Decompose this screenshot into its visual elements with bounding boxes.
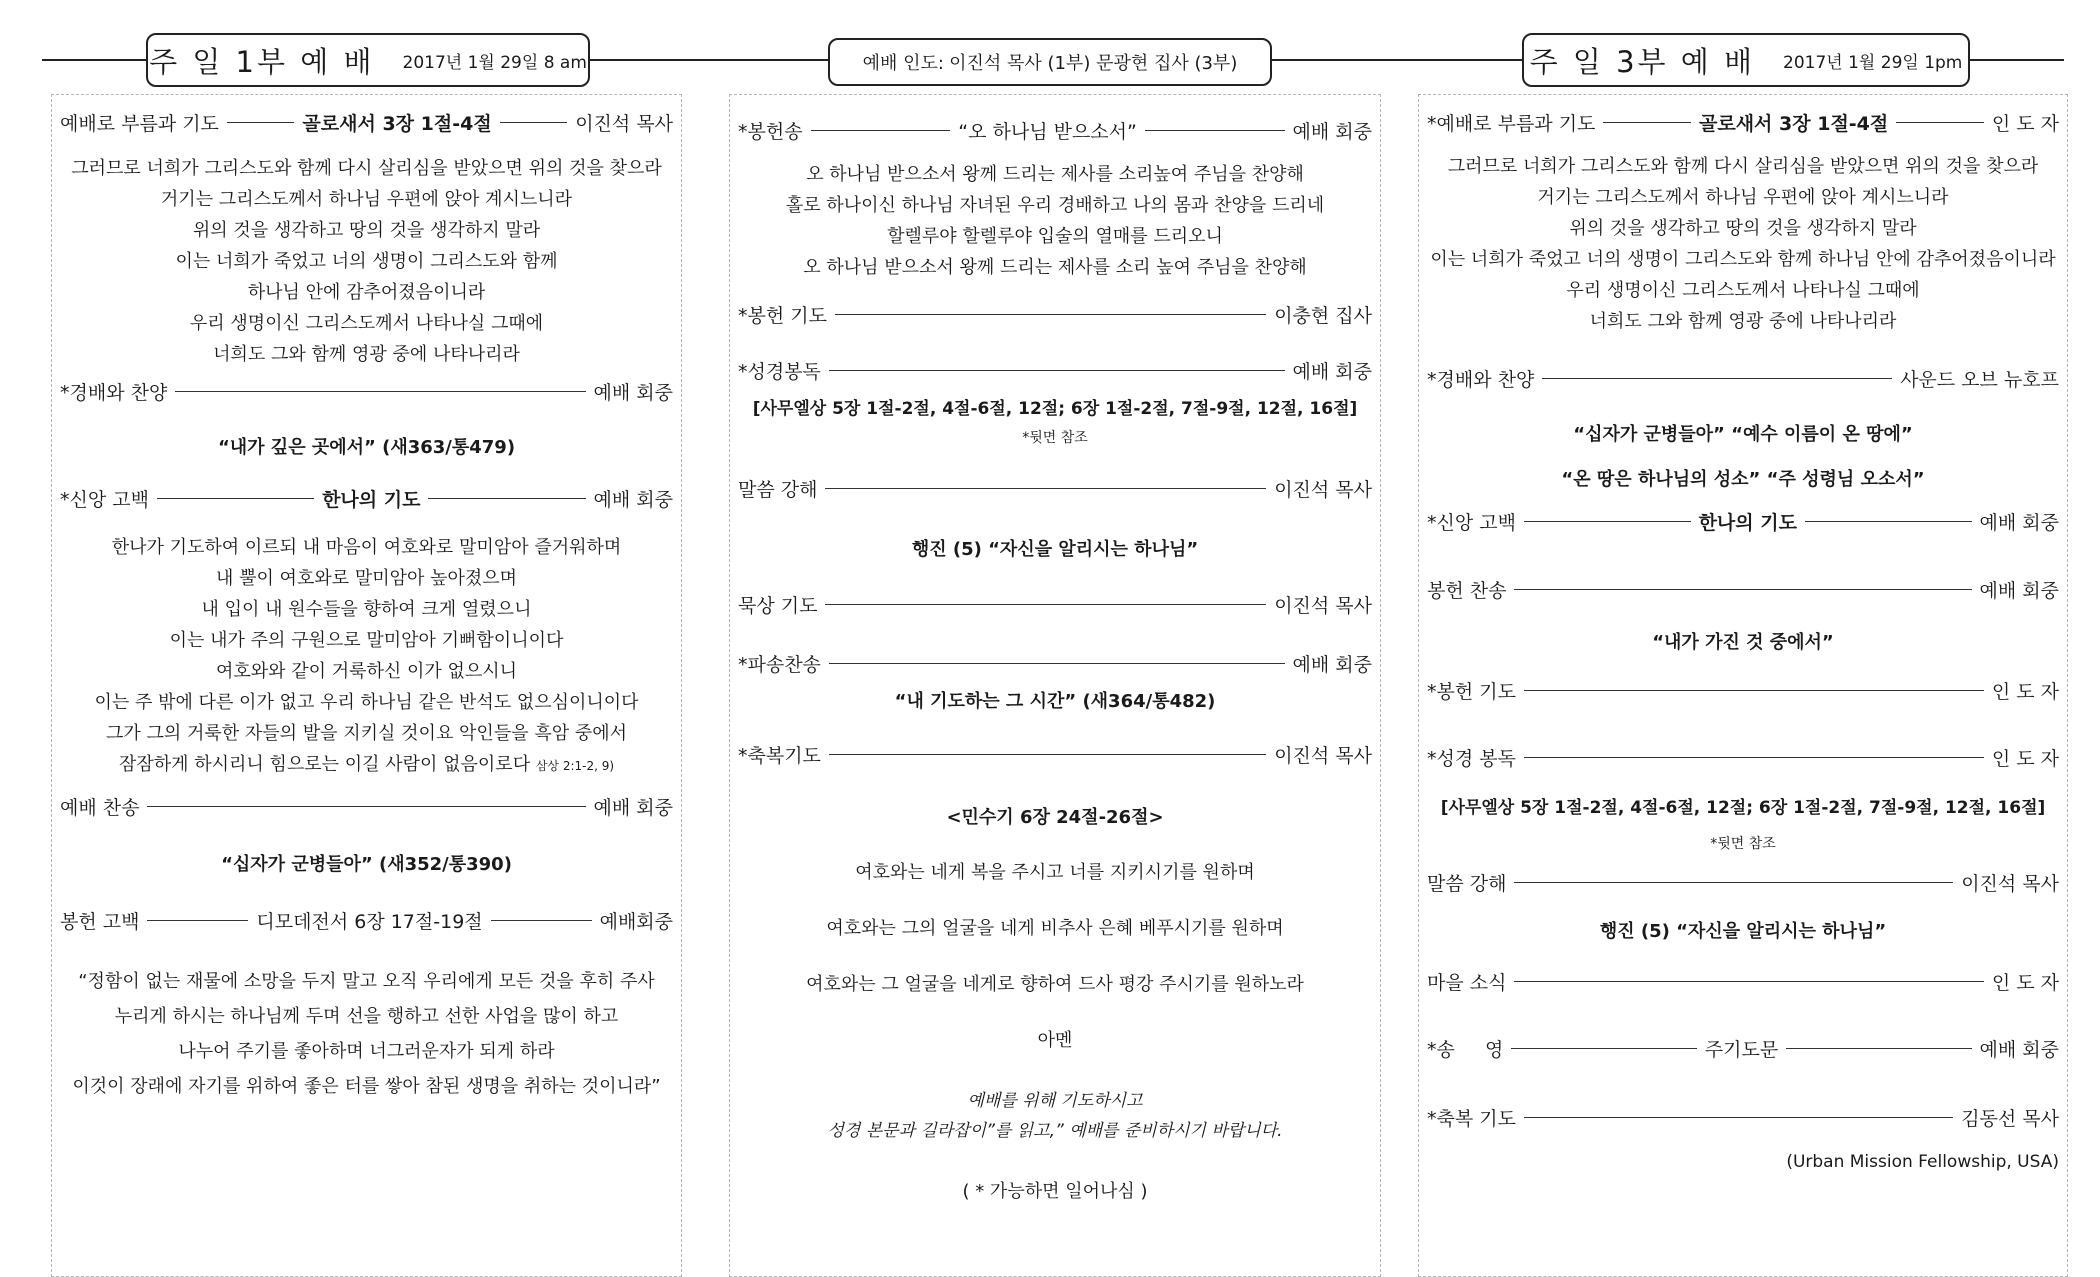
- item-leader: 이충현 집사: [1274, 305, 1372, 327]
- leader-line: [1524, 690, 1984, 691]
- item-label: 말씀 강해: [1427, 873, 1507, 895]
- reading-references: [사무엘상 5장 1절-2절, 4절-6절, 12절; 6장 1절-2절, 7절-9절, 12절, 16절]: [1440, 798, 2046, 818]
- leader-line: [147, 920, 248, 921]
- hymn-title: “십자가 군병들아” (새352/통390): [221, 854, 512, 875]
- verse-line: “정함이 없는 재물에 소망을 두지 말고 오직 우리에게 모든 것을 후히 주사: [78, 971, 655, 992]
- leader-line: [1145, 130, 1285, 131]
- call-to-worship-text: [1419, 151, 2067, 337]
- item-label: *경배와 찬양: [60, 382, 168, 404]
- item-label: *봉헌 기도: [738, 305, 827, 327]
- item-label: 봉헌 찬송: [1427, 580, 1507, 602]
- blessing-line: 여호와는 네게 복을 주시고 너를 지키시기를 원하며: [855, 862, 1255, 883]
- offer-hymn-row: [1419, 576, 2067, 603]
- verse-line: [52, 749, 681, 782]
- closing-note: [730, 1086, 1380, 1146]
- item-label: *신앙 고백: [1427, 512, 1516, 534]
- item-leader: 예배 회중: [593, 489, 674, 511]
- verse-line: 이것이 장래에 자기를 위하여 좋은 터를 쌓아 참된 생명을 취하는 것이니라”: [72, 1076, 661, 1097]
- column-service-1: [51, 94, 682, 1277]
- item-label: *축복 기도: [1427, 1108, 1516, 1130]
- item-leader: 이진석 목사: [1961, 873, 2059, 895]
- item-label: *봉헌송: [738, 121, 803, 143]
- call-to-worship-row: [52, 109, 681, 136]
- item-label: *경배와 찬양: [1427, 369, 1535, 391]
- leader-line: [1805, 521, 1972, 522]
- item-passage: 골로새서 3장 1절-4절: [1699, 113, 1889, 135]
- verse-line: 그러므로 너희가 그리스도와 함께 다시 살리심을 받았으면 위의 것을 찾으라: [1447, 156, 2039, 177]
- closing-line: 성경 본문과 길라잡이”를 읽고,” 예배를 준비하시기 바랍니다.: [827, 1121, 1283, 1141]
- leader-line: [1786, 1048, 1971, 1049]
- header-service-1: [146, 33, 590, 87]
- item-leader: 이진석 목사: [575, 113, 673, 135]
- blessing-line: 여호와는 그 얼굴을 네게로 향하여 드사 평강 주시기를 원하노라: [806, 974, 1304, 995]
- verse-line: 하나님 안에 감추어졌음이니라: [247, 282, 486, 303]
- sermon-row: [1419, 869, 2067, 896]
- leader-line: [227, 122, 295, 123]
- verse-line: 우리 생명이신 그리스도께서 나타나실 그때에: [1566, 280, 1920, 301]
- leader-line: [491, 920, 592, 921]
- lyric-line: 오 하나님 받으소서 왕께 드리는 제사를 소리 높여 주님을 찬양해: [803, 257, 1307, 278]
- verse-line: 이는 너희가 죽었고 너의 생명이 그리스도와 함께 하나님 안에 감추어졌음이니라: [1430, 249, 2056, 270]
- item-label: 예배 찬송: [60, 797, 140, 819]
- leader-line: [428, 498, 585, 499]
- doxology-row: [1419, 1035, 2067, 1062]
- item-leader: 인 도 자: [1991, 681, 2059, 703]
- service-3-date: 2017년 1월 29일 1pm: [1783, 52, 1963, 73]
- verse-line: 그러므로 너희가 그리스도와 함께 다시 살리심을 받았으면 위의 것을 찾으라: [71, 158, 662, 179]
- verse-line: 너희도 그와 함께 영광 중에 나타나리라: [1589, 311, 1897, 332]
- item-label: *파송찬송: [738, 654, 821, 676]
- service-3-title: 주 일 3부 예 배: [1529, 44, 1756, 79]
- verse-text: 잠잠하게 하시리니 힘으로는 이길 사람이 없음이로다: [118, 754, 531, 775]
- lyric-line: 홀로 하나이신 하나님 자녀된 우리 경배하고 나의 몸과 찬양을 드리네: [785, 195, 1325, 216]
- reading-row: [1419, 744, 2067, 771]
- item-leader: 예배 회중: [1979, 580, 2059, 602]
- item-label: *봉헌 기도: [1427, 681, 1516, 703]
- sermon-row: [730, 475, 1380, 502]
- header-leaders: [828, 38, 1272, 86]
- verse-line: 우리 생명이신 그리스도께서 나타나실 그때에: [189, 313, 544, 334]
- item-label: 말씀 강해: [738, 479, 818, 501]
- silent-prayer-row: [730, 591, 1380, 618]
- leader-line: [825, 488, 1266, 489]
- leaders-label: 예배 인도:: [862, 53, 944, 74]
- stand-note: ( * 가능하면 일어나심 ): [962, 1181, 1148, 1202]
- item-leader: 사운드 오브 뉴호프: [1900, 369, 2059, 391]
- offer-song-row: [730, 117, 1380, 144]
- verse-line: 거기는 그리스도께서 하나님 우편에 앉아 계시느니라: [1537, 187, 1949, 208]
- item-title: “오 하나님 받으소서”: [958, 121, 1137, 143]
- verse-line: 나누어 주기를 좋아하며 너그러운자가 되게 하라: [178, 1041, 555, 1062]
- creed-row: [52, 485, 681, 512]
- offer-prayer-row: [730, 301, 1380, 328]
- service-1-date: 2017년 1월 29일 8 am: [402, 52, 587, 73]
- leader-line: [1514, 589, 1971, 590]
- item-leader: 예배 회중: [1292, 121, 1373, 143]
- benediction-row: [730, 741, 1380, 768]
- news-row: [1419, 968, 2067, 995]
- offering-row: [52, 907, 681, 934]
- item-label: 마을 소식: [1427, 972, 1507, 994]
- item-leader: 김동선 목사: [1961, 1108, 2059, 1130]
- offer-prayer-row: [1419, 677, 2067, 704]
- leader-line: [1524, 521, 1691, 522]
- item-leader: 예배 회중: [1292, 361, 1372, 383]
- sending-hymn-title: “내 기도하는 그 시간” (새364/통482): [894, 691, 1216, 712]
- offering-text: [52, 964, 681, 1104]
- item-label: 묵상 기도: [738, 595, 818, 617]
- header-rule-right: [1968, 59, 2064, 61]
- verse-citation: 삼상 2:1-2, 9): [535, 759, 615, 773]
- item-passage: 한나의 기도: [1698, 512, 1797, 534]
- verse-line: 너희도 그와 함께 영광 중에 나타나리라: [213, 344, 520, 365]
- verse-line: 누리게 하시는 하나님께 두며 선을 행하고 선한 사업을 많이 하고: [114, 1006, 619, 1027]
- creed-text: [52, 532, 681, 782]
- leader-line: [835, 314, 1266, 315]
- header-rule-left-mid: [588, 59, 828, 61]
- item-leader: 이진석 목사: [1274, 745, 1372, 767]
- call-to-worship-text: [52, 153, 681, 370]
- item-label: *예배로 부름과 기도: [1427, 113, 1596, 135]
- verse-line: 이는 내가 주의 구원으로 말미암아 기뻐함이니이다: [169, 630, 564, 651]
- leader-line: [1542, 378, 1892, 379]
- leader-line: [1514, 981, 1983, 982]
- praise-songs: “십자가 군병들아” “예수 이름이 온 땅에”: [1573, 424, 1913, 445]
- item-label: *성경봉독: [738, 361, 821, 383]
- verse-line: 이는 너희가 죽었고 너의 생명이 그리스도와 함께: [175, 251, 558, 272]
- header-rule-right-mid: [1268, 59, 1524, 61]
- column-service-3: [1418, 94, 2068, 1277]
- item-leader: 이진석 목사: [1274, 595, 1372, 617]
- item-label: *신앙 고백: [60, 489, 149, 511]
- praise-songs: “온 땅은 하나님의 성소” “주 성령님 오소서”: [1561, 469, 1925, 490]
- item-leader: 예배 회중: [593, 797, 673, 819]
- leader-line: [829, 754, 1266, 755]
- verse-line: 그가 그의 거룩한 자들의 발을 지키실 것이요 악인들을 흑암 중에서: [106, 723, 627, 744]
- praise-row: [52, 378, 681, 405]
- verse-line: 내 뿔이 여호와로 말미암아 높아졌으며: [215, 568, 518, 589]
- leader-line: [829, 370, 1285, 371]
- blessing-line: 여호와는 그의 얼굴을 네게 비추사 은혜 베푸시기를 원하며: [826, 918, 1284, 939]
- reading-row: [730, 357, 1380, 384]
- item-label: *축복기도: [738, 745, 821, 767]
- leader-line: [829, 663, 1285, 664]
- leader-line: [500, 122, 568, 123]
- item-passage: 골로새서 3장 1절-4절: [302, 113, 492, 135]
- item-leader: 인 도 자: [1991, 113, 2059, 135]
- reading-note: *뒷면 참조: [1022, 430, 1088, 446]
- lyric-line: 오 하나님 받으소서 왕께 드리는 제사를 소리높여 주님을 찬양해: [806, 164, 1304, 185]
- item-label: 봉헌 고백: [60, 911, 140, 933]
- item-passage: 디모데전서 6장 17절-19절: [256, 911, 483, 933]
- verse-line: 한나가 기도하여 이르되 내 마음이 여호와로 말미암아 즐거워하며: [111, 537, 622, 558]
- sending-hymn-row: [730, 650, 1380, 677]
- service-1-title: 주 일 1부 예 배: [149, 44, 375, 79]
- benediction-row: [1419, 1104, 2067, 1131]
- sermon-title: 행진 (5) “자신을 알리시는 하나님”: [1599, 921, 1887, 942]
- header-rule-left: [42, 59, 148, 61]
- leader-line: [1514, 882, 1953, 883]
- call-to-worship-row: [1419, 109, 2067, 136]
- item-leader: 예배 회중: [1979, 1039, 2060, 1061]
- benediction-reference: <민수기 6장 24절-26절>: [946, 807, 1164, 828]
- praise-hymn: “내가 깊은 곳에서” (새363/통479): [217, 437, 516, 458]
- verse-line: 여호와와 같이 거룩하신 이가 없으시니: [215, 661, 518, 682]
- leader-line: [1896, 122, 1984, 123]
- offer-hymn-title: “내가 가진 것 중에서”: [1652, 632, 1834, 653]
- verse-line: 위의 것을 생각하고 땅의 것을 생각하지 말라: [1569, 218, 1917, 239]
- leader-line: [175, 391, 585, 392]
- item-label: *송 영: [1427, 1039, 1504, 1061]
- closing-line: 예배를 위해 기도하시고: [967, 1091, 1143, 1111]
- offer-song-text: [730, 159, 1380, 283]
- leader-line: [1511, 1048, 1696, 1049]
- item-leader: 이진석 목사: [1274, 479, 1372, 501]
- item-leader: 예배 회중: [1292, 654, 1372, 676]
- reading-references: [사무엘상 5장 1절-2절, 4절-6절, 12절; 6장 1절-2절, 7절-9절, 12절, 16절]: [752, 399, 1358, 419]
- leader-line: [811, 130, 951, 131]
- leader-line: [1524, 1117, 1953, 1118]
- organization-name: (Urban Mission Fellowship, USA): [1786, 1152, 2059, 1172]
- item-label: *성경 봉독: [1427, 748, 1516, 770]
- verse-line: 이는 주 밖에 다른 이가 없고 우리 하나님 같은 반석도 없으심이니이다: [94, 692, 639, 713]
- item-title: 주기도문: [1704, 1039, 1779, 1061]
- item-leader: 인 도 자: [1991, 972, 2059, 994]
- amen: 아멘: [1037, 1030, 1073, 1051]
- creed-row: [1419, 508, 2067, 535]
- leader-line: [157, 498, 314, 499]
- leader-line: [1524, 757, 1984, 758]
- item-label: 예배로 부름과 기도: [60, 113, 219, 135]
- reading-note: *뒷면 참조: [1710, 836, 1776, 852]
- column-common: [729, 94, 1381, 1277]
- verse-line: 내 입이 내 원수들을 향하여 크게 열렸으니: [201, 599, 532, 620]
- leaders-names: 이진석 목사 (1부) 문광현 집사 (3부): [949, 53, 1238, 74]
- item-passage: 한나의 기도: [322, 489, 421, 511]
- item-leader: 예배 회중: [593, 382, 673, 404]
- verse-line: 위의 것을 생각하고 땅의 것을 생각하지 말라: [192, 220, 541, 241]
- leader-line: [147, 806, 585, 807]
- item-leader: 예배 회중: [1979, 512, 2060, 534]
- item-leader: 인 도 자: [1991, 748, 2059, 770]
- verse-line: 거기는 그리스도께서 하나님 우편에 앉아 계시느니라: [160, 189, 573, 210]
- leader-line: [825, 604, 1266, 605]
- leader-line: [1603, 122, 1691, 123]
- hymn-row: [52, 793, 681, 820]
- sermon-title: 행진 (5) “자신을 알리시는 하나님”: [911, 539, 1199, 560]
- praise-row: [1419, 365, 2067, 392]
- item-leader: 예배회중: [599, 911, 674, 933]
- header-service-3: [1522, 33, 1970, 87]
- lyric-line: 할렐루야 할렐루야 입술의 열매를 드리오니: [887, 226, 1223, 247]
